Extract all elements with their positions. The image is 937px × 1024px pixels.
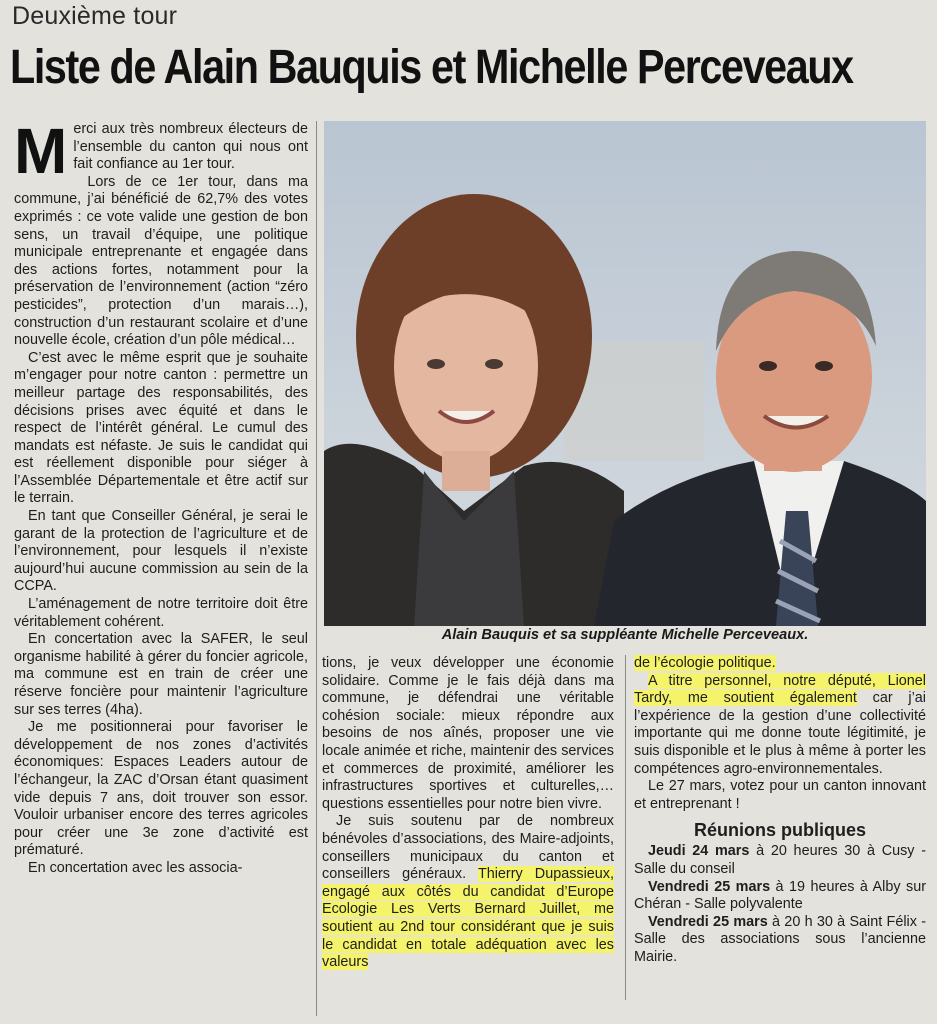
paragraph	[634, 655, 926, 673]
article-column-2	[322, 655, 614, 972]
paragraph: Je suis soutenu par de nombreux bénévoles d’associations, des Maire-adjoints, conseillers municipaux du canton et conseillers généraux. Thierry Dupassieux, engagé aux côtés du candidat d’Europe Ecologie Les Verts Bernard Juillet, me soutient au 2nd tour considérant que je suis le candidat en totale adéquation avec les valeurs	[322, 813, 614, 971]
meeting-item: Vendredi 25 mars à 20 h 30 à Saint Félix - Salle des associations sous l’ancienne Mairie.	[634, 913, 926, 965]
paragraph: A titre personnel, notre député, Lionel Tardy, me soutient également car j’ai l’expérience de la gestion d’une collectivité importante qui me donne toute légitimité, je suis disponible et le plus à même à porter les compétences agro-environnementales.	[634, 672, 926, 777]
highlighted-text: A titre personnel, notre député, Lionel Tardy, me soutient également	[634, 672, 926, 707]
highlighted-text: Thierry Dupassieux, engagé aux côtés du candidat d’Europe Ecologie Les Verts Bernard Juillet, me soutient au 2nd tour considérant que je suis le candidat en totale adéquation avec les valeurs	[322, 866, 614, 971]
public-meetings-heading: Réunions publiques	[693, 820, 866, 841]
paragraph: En tant que Conseiller Général, je serai le garant de la protection de l’agriculture et de l’environnement, pour lesquels il n’existe aujourd’hui aucune commission au sein de la CCPA.	[14, 508, 308, 595]
paragraph: Le 27 mars, votez pour un canton innovant et entreprenant !	[634, 778, 926, 812]
headline: Liste de Alain Bauquis et Michelle Perceveaux	[10, 41, 853, 94]
drop-cap: M	[14, 115, 68, 187]
article-column-3	[634, 655, 926, 967]
paragraph: L’aménagement de notre territoire doit être véritablement cohérent.	[14, 596, 308, 630]
public-meetings-list	[634, 843, 926, 966]
paragraph: tions, je veux développer une économie solidaire. Comme je le fais déjà dans ma commune, je défendrai une véritable cohésion sociale: mieux répondre aux besoins de nos aînés, proposer une vie locale animée et riche, maintenir des services et commerces de proximité, améliorer les infrastructures sportives et culturelles,…questions essentielles pour notre bien vivre.	[322, 655, 614, 812]
meeting-item: Vendredi 25 mars à 19 heures à Alby sur Chéran - Salle polyvalente	[634, 878, 926, 913]
paragraph: En concertation avec les associa-	[28, 859, 243, 876]
column-rule	[625, 655, 626, 1000]
candidates-photo-illustration	[324, 121, 926, 626]
paragraph: C’est avec le même esprit que je souhaite m’engager pour notre canton : permettre un meilleur partage des responsabilités, des décisions prises avec équité et dans le respect de l’intérêt général. Le cumul des mandats est néfaste. Je suis le candidat qui est réellement disponible pour siéger à l’Assemblée Départementale et être actif sur le terrain.	[14, 349, 308, 507]
intro-paragraph: Merci aux très nombreux électeurs de l’ensemble du canton qui nous ont fait confiance au 1er tour.	[14, 115, 308, 187]
paragraph: En concertation avec la SAFER, le seul organisme habilité à gérer du foncier agricole, ma commune est en train de créer une réserve foncière pour maintenir l’agriculture sur ses terres (4ha).	[14, 631, 308, 718]
meeting-item: Jeudi 24 mars à 20 heures 30 à Cusy - Salle du conseil	[634, 843, 926, 877]
kicker: Deuxième tour	[12, 2, 178, 30]
candidates-photo	[324, 121, 926, 626]
column-rule	[316, 121, 317, 1016]
paragraph: Je me positionnerai pour favoriser le développement de nos zones d’activités économiques: Espaces Leaders autour de l’échangeur, la ZAC d’Orsan étant quasiment vide depuis 7 ans, doit trouver son essor. Vouloir urbaniser encore des terres agricoles pour créer une 3e zone d’activité est prématuré.	[14, 719, 308, 859]
paragraph: Lors de ce 1er tour, dans ma commune, j’ai bénéficié de 62,7% des votes exprimés : ce vote valide une gestion de bon sens, un travail d’équipe, une politique municipale entreprenante et engagée dans des actions fortes, notamment pour la préservation de l’environnement (action “zéro pesticides”, protection d’un marais…), construction d’un restaurant scolaire et d’une nouvelle école, création d’un pôle médical…	[14, 173, 308, 349]
highlighted-text: de l’écologie politique.	[634, 655, 776, 671]
photo-caption: Alain Bauquis et sa suppléante Michelle Perceveaux.	[441, 627, 809, 643]
article-column-1	[14, 115, 308, 878]
